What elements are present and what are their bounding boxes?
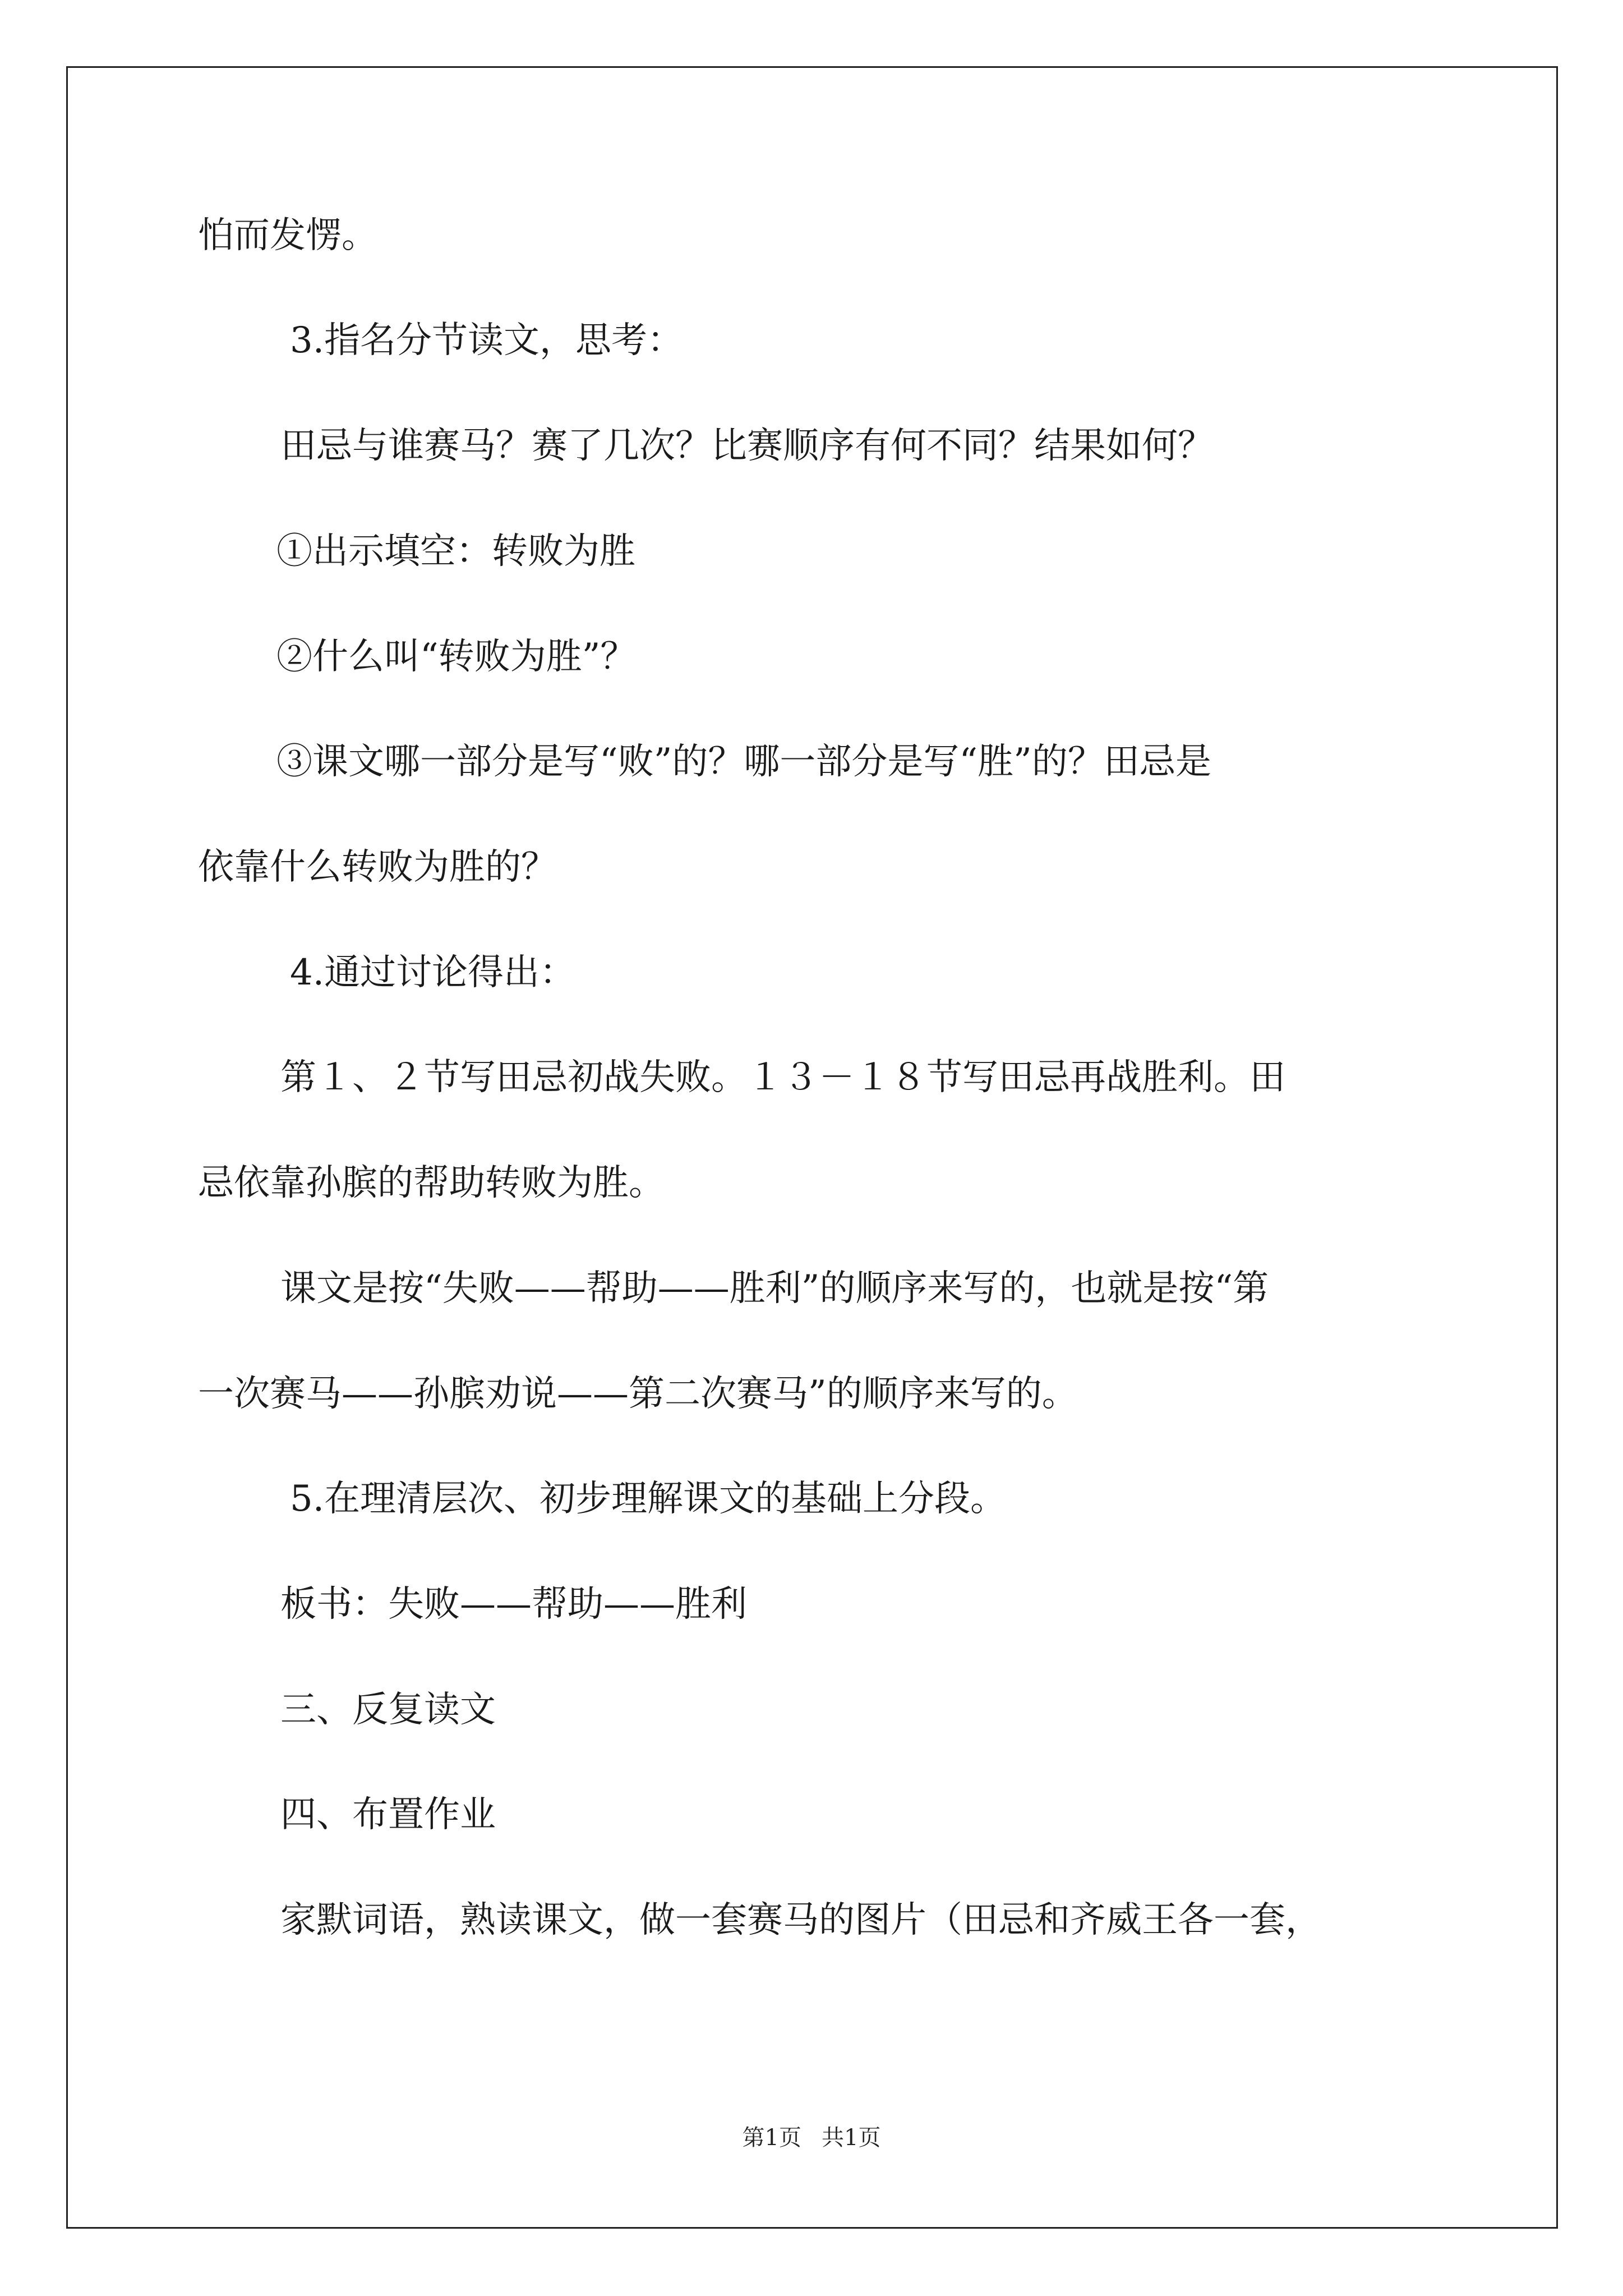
text-line: 5.在理清层次、初步理解课文的基础上分段。 [290,1478,1007,1520]
text-line: 4.通过讨论得出： [290,952,576,993]
page-total: 共1页 [822,2125,881,2151]
text-line: 怕而发愣。 [198,215,377,256]
text-line: ②什么叫“转败为胜”？ [276,636,637,678]
text-line: 三、反复读文 [280,1689,496,1731]
text-line: ③课文哪一部分是写“败”的？哪一部分是写“胜”的？田忌是 [276,741,1211,783]
text-line: 课文是按“失败——帮助——胜利”的顺序来写的，也就是按“第 [280,1268,1269,1309]
text-line: 依靠什么转败为胜的？ [198,846,557,888]
text-line: 忌依靠孙膑的帮助转败为胜。 [198,1162,665,1204]
text-line: 家默词语，熟读课文，做一套赛马的图片（田忌和齐威王各一套， [280,1899,1321,1941]
text-line: ①出示填空：转败为胜 [276,531,635,572]
text-line: 3.指名分节读文，思考： [290,320,684,361]
page-number: 第1页 [742,2125,801,2151]
text-line: 板书：失败——帮助——胜利 [280,1584,747,1625]
text-line: 田忌与谁赛马？赛了几次？比赛顺序有何不同？结果如何？ [280,425,1214,467]
text-line: 第１、２节写田忌初战失败。１３－１８节写田忌再战胜利。田 [280,1057,1285,1098]
page-footer [0,2123,1623,2152]
text-line: 一次赛马——孙膑劝说——第二次赛马”的顺序来写的。 [198,1373,1078,1415]
text-line: 四、布置作业 [280,1794,496,1835]
